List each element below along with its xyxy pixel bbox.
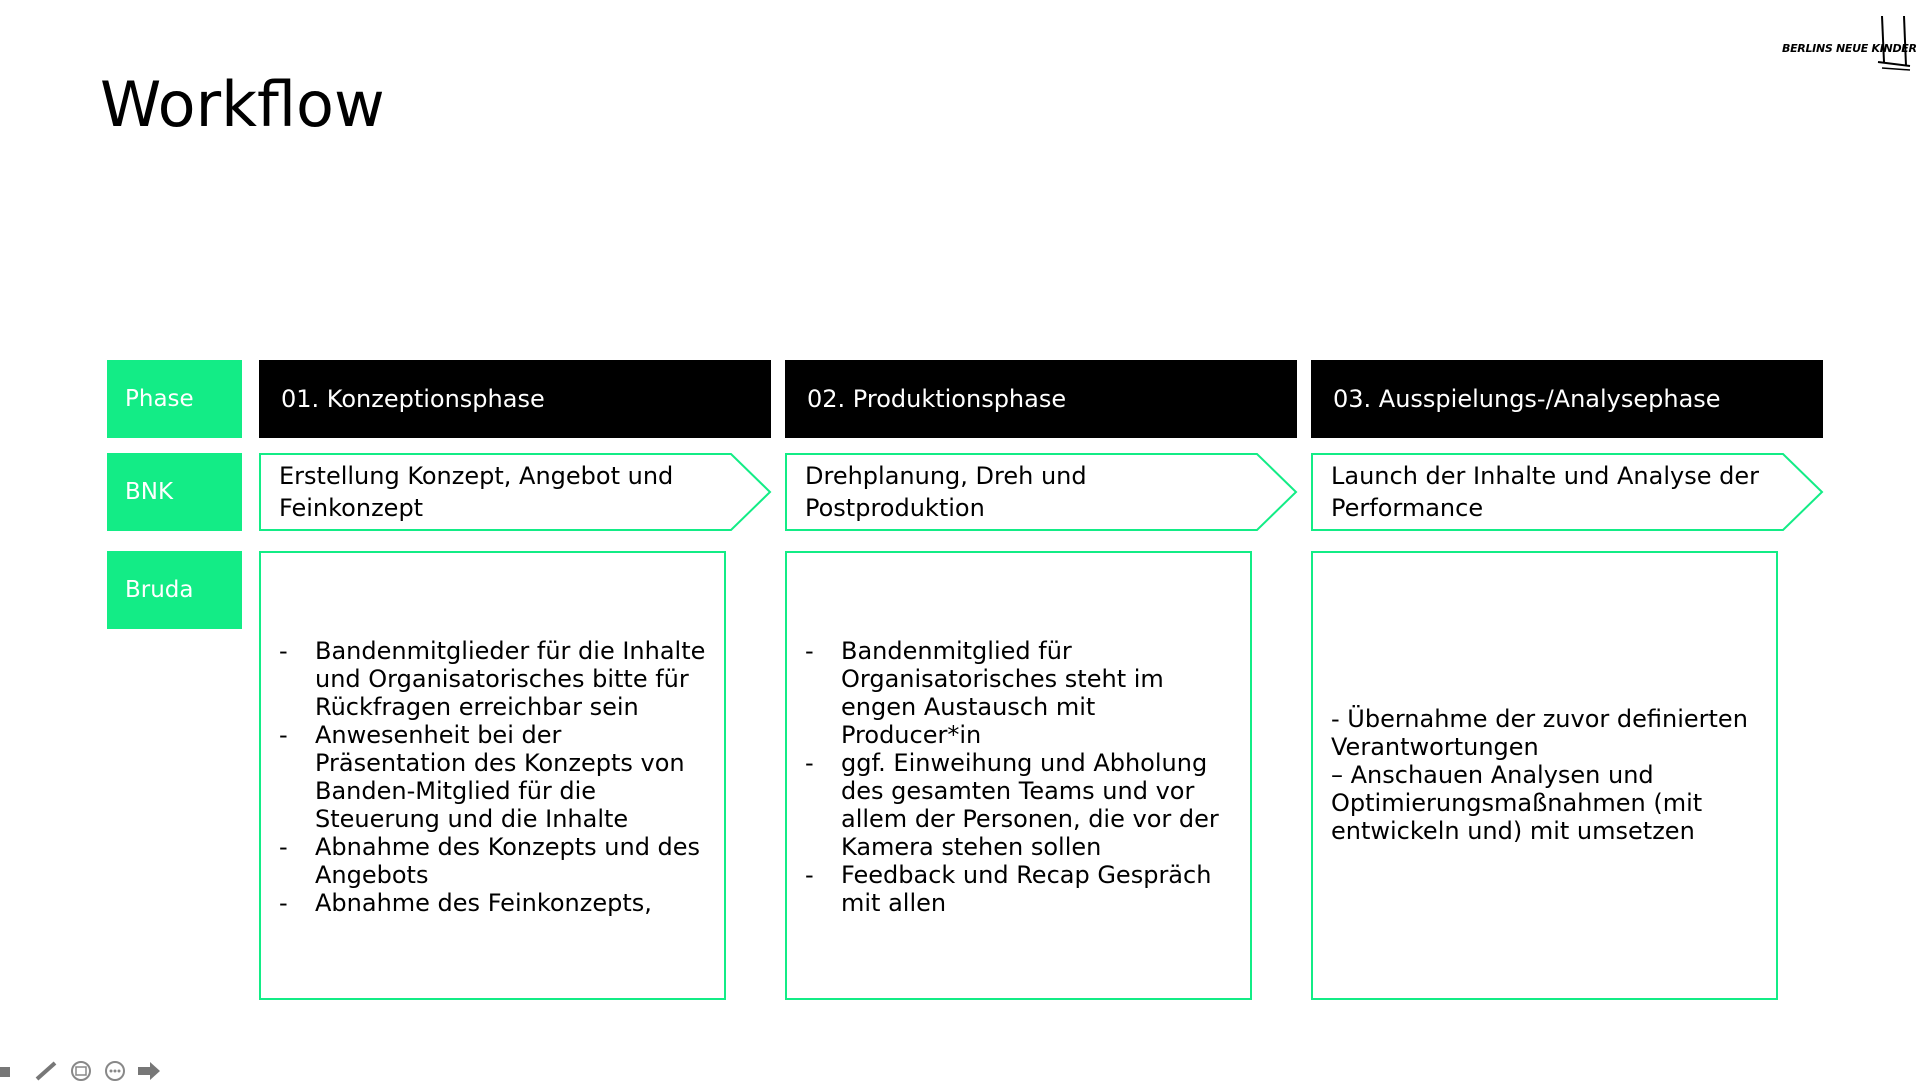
row-label-bruda: Bruda [107,551,242,629]
slides-icon[interactable] [68,1061,94,1081]
bnk-step-1 [259,453,771,531]
list-item: - ggf. Einweihung und Abholung des gesamten Teams und vor allem der Personen, die vor der Kamera stehen sollen [805,749,1219,861]
slide-title: Workflow [100,68,385,141]
more-icon[interactable] [102,1061,128,1081]
brand-logo [1782,10,1917,76]
list-item: - Feedback und Recap Gespräch mit allen [805,861,1212,917]
list-item: - Abnahme des Feinkonzepts, [279,889,652,917]
phase-header-3: 03. Ausspielungs-/Analysephase [1311,360,1823,438]
bruda-box-2 [785,551,1252,1000]
bruda-box-1 [259,551,726,1000]
bnk-step-2-text: Drehplanung, Dreh und Postproduktion [805,462,1087,522]
next-arrow-icon[interactable] [136,1061,162,1081]
list-item: - Bandenmitglied für Organisatorisches steht im engen Austausch mit Producer*in [805,637,1164,749]
bruda-list-2 [805,637,1236,917]
phase-header-1: 01. Konzeptionsphase [259,360,771,438]
logo-text: BERLINS NEUE KINDER [1782,42,1917,55]
phase-header-2: 02. Produktionsphase [785,360,1297,438]
bnk-step-3-text: Launch der Inhalte und Analyse der Performance [1331,462,1759,522]
square-icon[interactable] [0,1061,26,1081]
bruda-box-3 [1311,551,1778,1000]
presenter-toolbar [0,1060,162,1082]
bnk-step-3 [1311,453,1823,531]
row-label-bnk: BNK [107,453,242,531]
bnk-step-2 [785,453,1297,531]
list-item: - Abnahme des Konzepts und des Angebots [279,833,701,889]
pen-icon[interactable] [34,1061,60,1081]
list-item: - Bandenmitglieder für die Inhalte und Organisatorisches bitte für Rückfragen erreichbar sein [279,637,706,721]
row-label-phase: Phase [107,360,242,438]
bnk-step-1-text: Erstellung Konzept, Angebot und Feinkonzept [279,462,674,522]
bruda-list-1 [279,637,710,917]
bruda-text-3: - Übernahme der zuvor definierten Verantwortungen – Anschauen Analysen und Optimierungsmaßnahmen (mit entwickeln und) mit umsetzen [1331,705,1748,845]
list-item: - Anwesenheit bei der Präsentation des Konzepts von Banden-Mitglied für die Steuerung und die Inhalte [279,721,685,833]
